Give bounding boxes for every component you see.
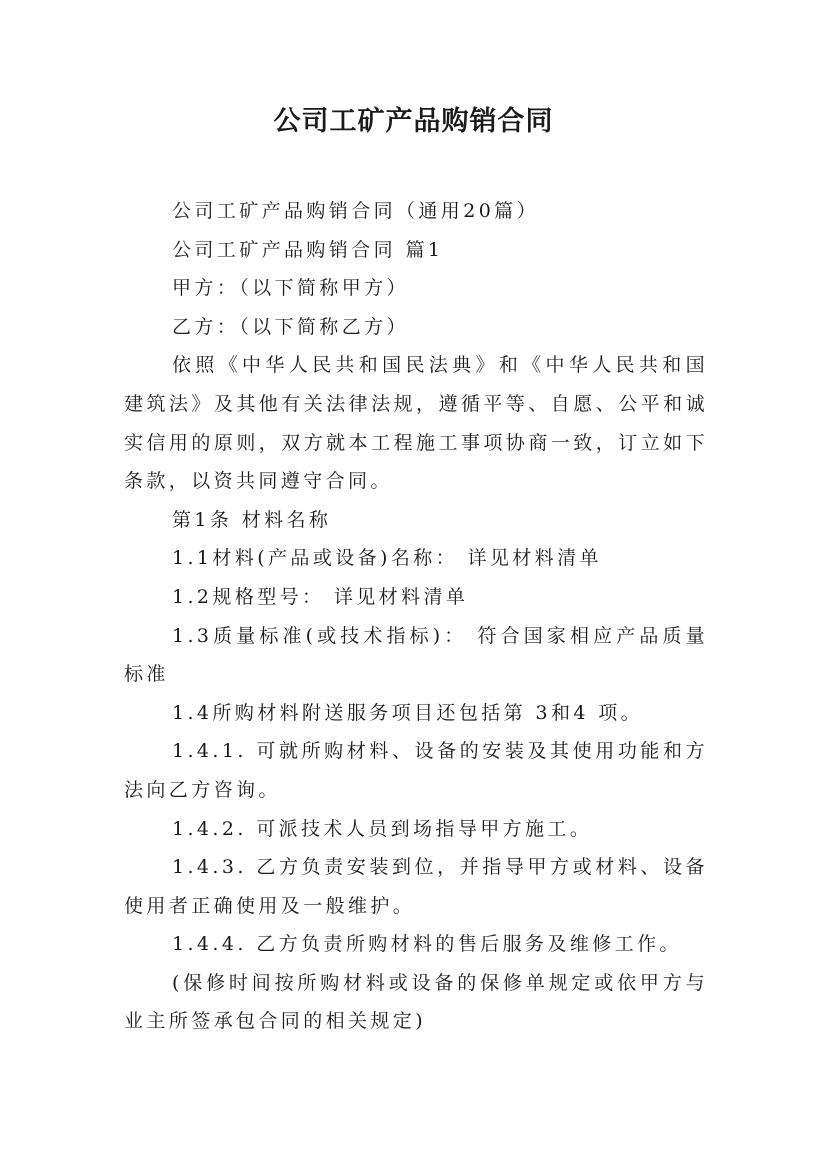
paragraph-clause-1-4-4: 1.4.4. 乙方负责所购材料的售后服务及维修工作。 bbox=[172, 933, 682, 956]
document-title: 公司工矿产品购销合同 bbox=[273, 106, 554, 137]
paragraph-clause-1-4-3: 1.4.3. 乙方负责安装到位，并指导甲方或材料、设备使用者正确使用及一般维护。 bbox=[124, 856, 708, 917]
paragraph-warranty-note: (保修时间按所购材料或设备的保修单规定或依甲方与业主所签承包合同的相关规定) bbox=[124, 971, 708, 1033]
paragraph-chapter-heading: 公司工矿产品购销合同 篇1 bbox=[172, 238, 444, 261]
paragraph-clause-1-1: 1.1材料(产品或设备)名称： 详见材料清单 bbox=[172, 547, 602, 570]
paragraph-subtitle: 公司工矿产品购销合同（通用20篇） bbox=[172, 200, 539, 222]
paragraph-party-a: 甲方：（以下简称甲方） bbox=[172, 277, 409, 300]
paragraph-clause-1-4-2: 1.4.2. 可派技术人员到场指导甲方施工。 bbox=[172, 817, 593, 840]
paragraph-article-1: 第1条 材料名称 bbox=[172, 508, 332, 531]
paragraph-clause-1-2: 1.2规格型号： 详见材料清单 bbox=[172, 585, 469, 608]
paragraph-preamble: 依照《中华人民共和国民法典》和《中华人民共和国建筑法》及其他有关法律法规，遵循平等、自愿、公平和诚实信用的原则，双方就本工程施工事项协商一致，订立如下条款，以资共同遵守合同。 bbox=[124, 354, 708, 493]
paragraph-clause-1-4: 1.4所购材料附送服务项目还包括第 3和4 项。 bbox=[172, 701, 644, 724]
document-body bbox=[124, 192, 708, 1041]
paragraph-clause-1-4-1: 1.4.1. 可就所购材料、设备的安装及其使用功能和方法向乙方咨询。 bbox=[124, 740, 708, 801]
paragraph-party-b: 乙方：（以下简称乙方） bbox=[172, 315, 409, 338]
paragraph-clause-1-3: 1.3质量标准(或技术指标)： 符合国家相应产品质量标准 bbox=[124, 624, 708, 686]
